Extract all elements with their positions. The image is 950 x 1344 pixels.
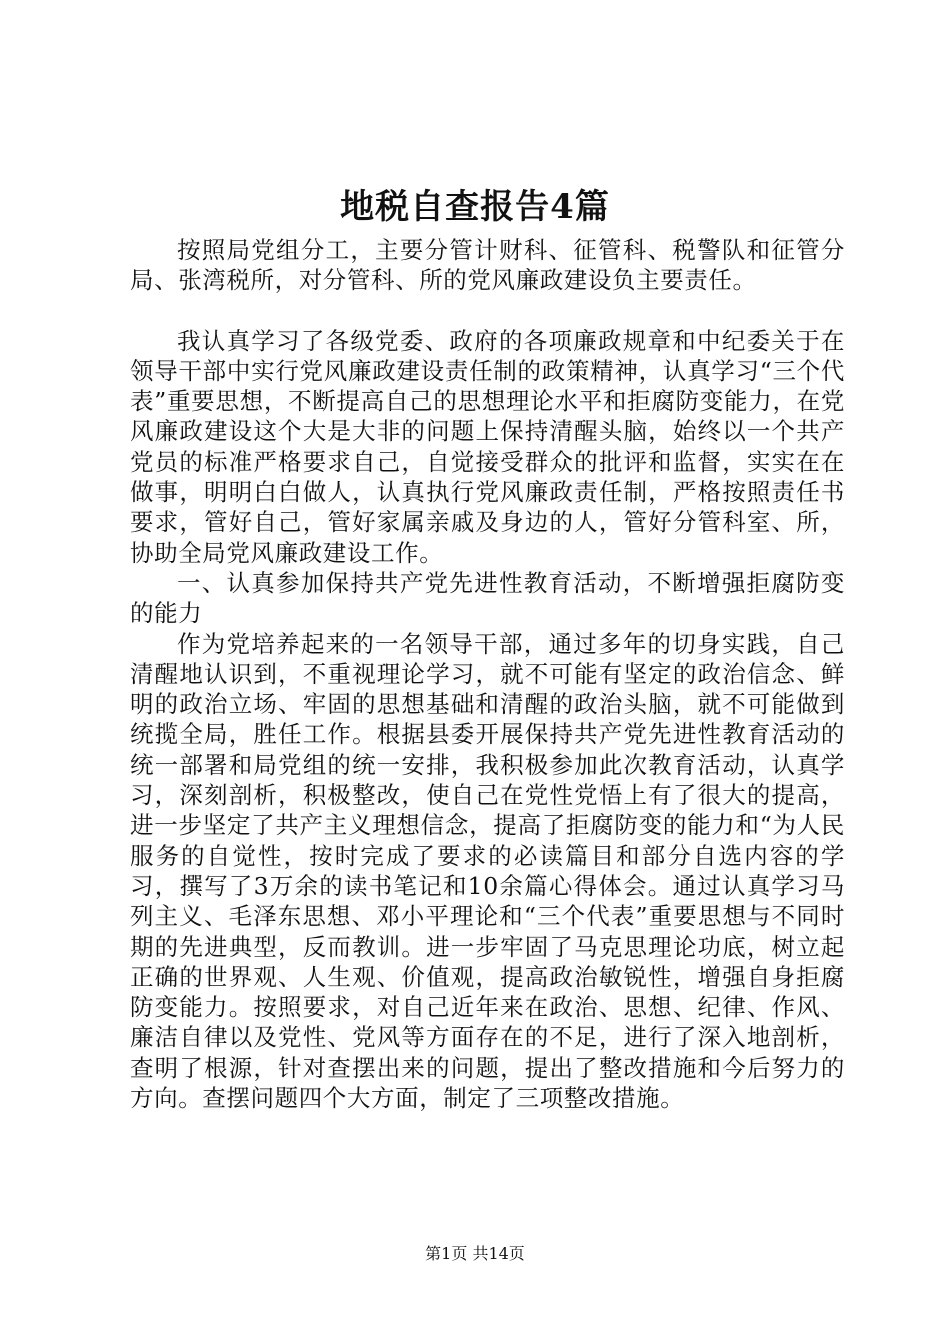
document-body [130, 235, 845, 1113]
section-heading-1: 一、认真参加保持共产党先进性教育活动，不断增强拒腐防变的能力 [130, 568, 845, 628]
paragraph-study: 我认真学习了各级党委、政府的各项廉政规章和中纪委关于在领导干部中实行党风廉政建设责任制的政策精神，认真学习“三个代表”重要思想，不断提高自己的思想理论水平和拒腐防变能力，在党风廉政建设这个大是大非的问题上保持清醒头脑，始终以一个共产党员的标准严格要求自己，自觉接受群众的批评和监督，实实在在做事，明明白白做人，认真执行党风廉政责任制，严格按照责任书要求，管好自己，管好家属亲戚及身边的人，管好分管科室、所，协助全局党风廉政建设工作。 [130, 326, 845, 567]
paragraph-education-activity: 作为党培养起来的一名领导干部，通过多年的切身实践，自己清醒地认识到，不重视理论学习，就不可能有坚定的政治信念、鲜明的政治立场、牢固的思想基础和清醒的政治头脑，就不可能做到统揽全局，胜任工作。根据县委开展保持共产党先进性教育活动的统一部署和局党组的统一安排，我积极参加此次教育活动，认真学习，深刻剖析，积极整改，使自己在党性党悟上有了很大的提高，进一步坚定了共产主义理想信念，提高了拒腐防变的能力和“为人民服务的自觉性，按时完成了要求的必读篇目和部分自选内容的学习，撰写了3万余的读书笔记和10余篇心得体会。通过认真学习马列主义、毛泽东思想、邓小平理论和“三个代表”重要思想与不同时期的先进典型，反而教训。进一步牢固了马克思理论功底，树立起正确的世界观、人生观、价值观，提高政治敏锐性，增强自身拒腐防变能力。按照要求，对自己近年来在政治、思想、纪律、作风、廉洁自律以及党性、党风等方面存在的不足，进行了深入地剖析，查明了根源，针对查摆出来的问题，提出了整改措施和今后努力的方向。查摆问题四个大方面，制定了三项整改措施。 [130, 629, 845, 1113]
page-number-footer: 第1页 共14页 [425, 1244, 525, 1263]
paragraph-responsibility: 按照局党组分工，主要分管计财科、征管科、税警队和征管分局、张湾税所，对分管科、所的党风廉政建设负主要责任。 [130, 236, 845, 295]
document-title: 地税自查报告4篇 [340, 187, 610, 227]
